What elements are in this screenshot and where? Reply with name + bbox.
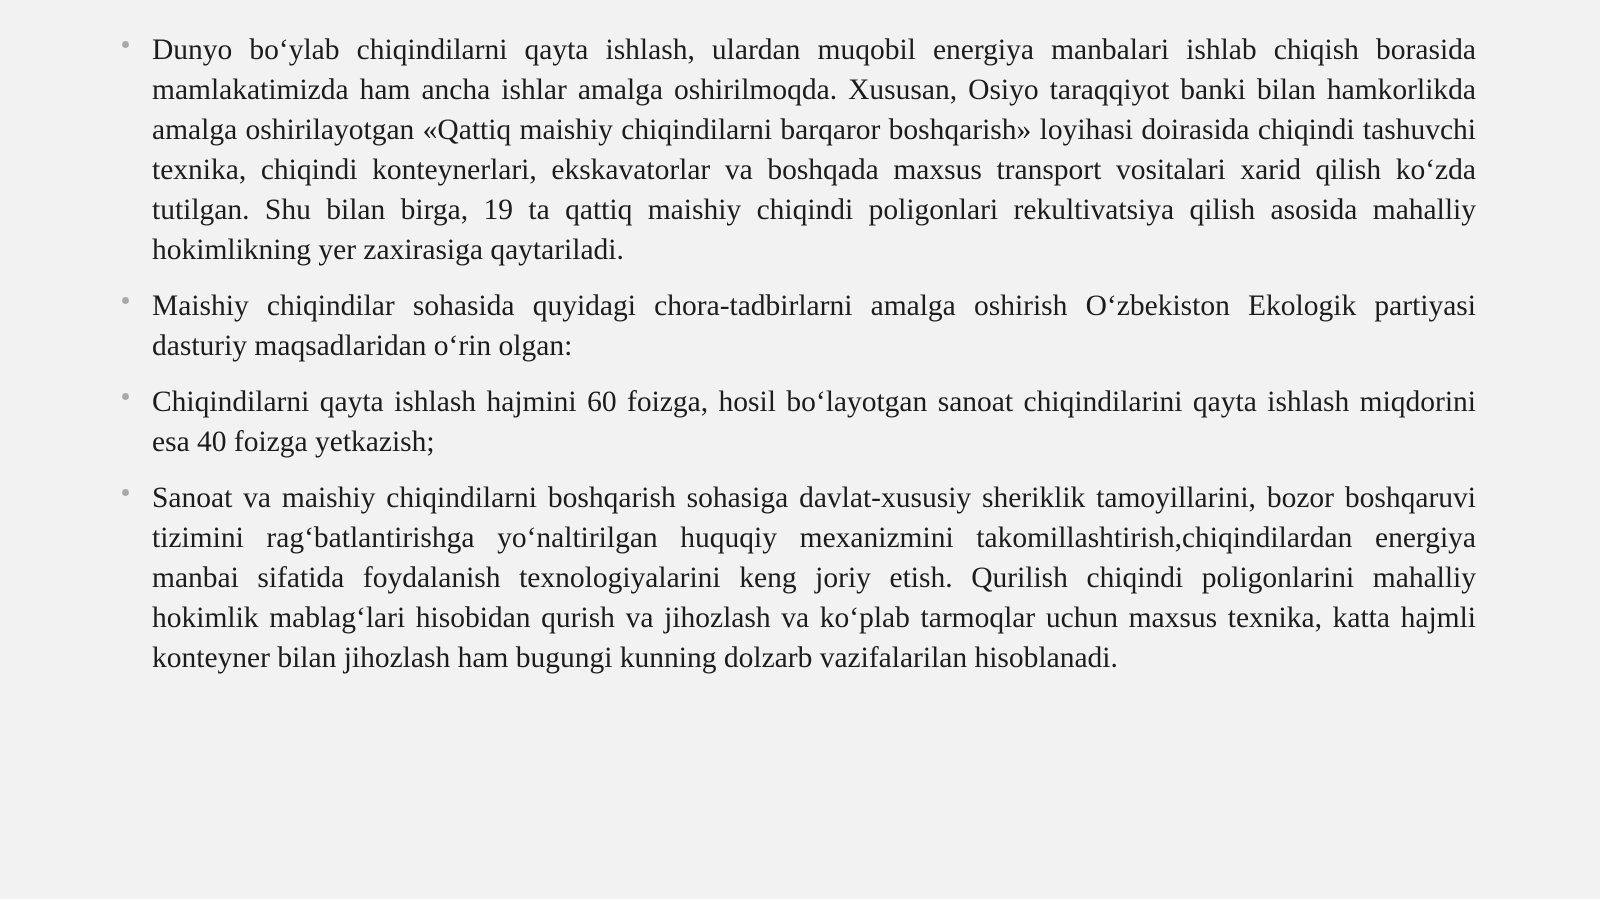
- bullet-text: Maishiy chiqindilar sohasida quyidagi chora-tadbirlarni amalga oshirish O‘zbekiston Ekologik partiyasi dasturiy maqsadlaridan o‘rin olgan:: [152, 290, 1476, 362]
- bullet-dot-icon: [122, 393, 129, 400]
- list-item: [120, 286, 1476, 366]
- list-item: [120, 382, 1476, 462]
- bullet-dot-icon: [122, 297, 129, 304]
- bullet-text: Sanoat va maishiy chiqindilarni boshqarish sohasiga davlat-xususiy sheriklik tamoyillarini, bozor boshqaruvi tizimini rag‘batlantirishga yo‘naltirilgan huquqiy mexanizmini takomillashtirish,chiqindilardan energiya manbai sifatida foydalanish texnologiyalarini keng joriy etish. Qurilish chiqindi poligonlarini mahalliy hokimlik mablag‘lari hisobidan qurish va jihozlash va ko‘plab tarmoqlar uchun maxsus texnika, katta hajmli konteyner bilan jihozlash ham bugungi kunning dolzarb vazifalarilan hisoblanadi.: [152, 482, 1476, 674]
- bullet-dot-icon: [122, 41, 129, 48]
- list-item: [120, 478, 1476, 678]
- bullet-list: [120, 30, 1476, 694]
- list-item: [120, 30, 1476, 270]
- bullet-text: Chiqindilarni qayta ishlash hajmini 60 foizga, hosil bo‘layotgan sanoat chiqindilarini qayta ishlash miqdorini esa 40 foizga yetkazish;: [152, 386, 1476, 458]
- bullet-text: Dunyo bo‘ylab chiqindilarni qayta ishlash, ulardan muqobil energiya manbalari ishlab chiqish borasida mamlakatimizda ham ancha ishlar amalga oshirilmoqda. Xususan, Osiyo taraqqiyot banki bilan hamkorlikda amalga oshirilayotgan «Qattiq maishiy chiqindilarni barqaror boshqarish» loyihasi doirasida chiqindi tashuvchi texnika, chiqindi konteynerlari, ekskavatorlar va boshqada maxsus transport vositalari xarid qilish ko‘zda tutilgan. Shu bilan birga, 19 ta qattiq maishiy chiqindi poligonlari rekultivatsiya qilish asosida mahalliy hokimlikning yer zaxirasiga qaytariladi.: [152, 34, 1476, 266]
- bullet-dot-icon: [122, 489, 129, 496]
